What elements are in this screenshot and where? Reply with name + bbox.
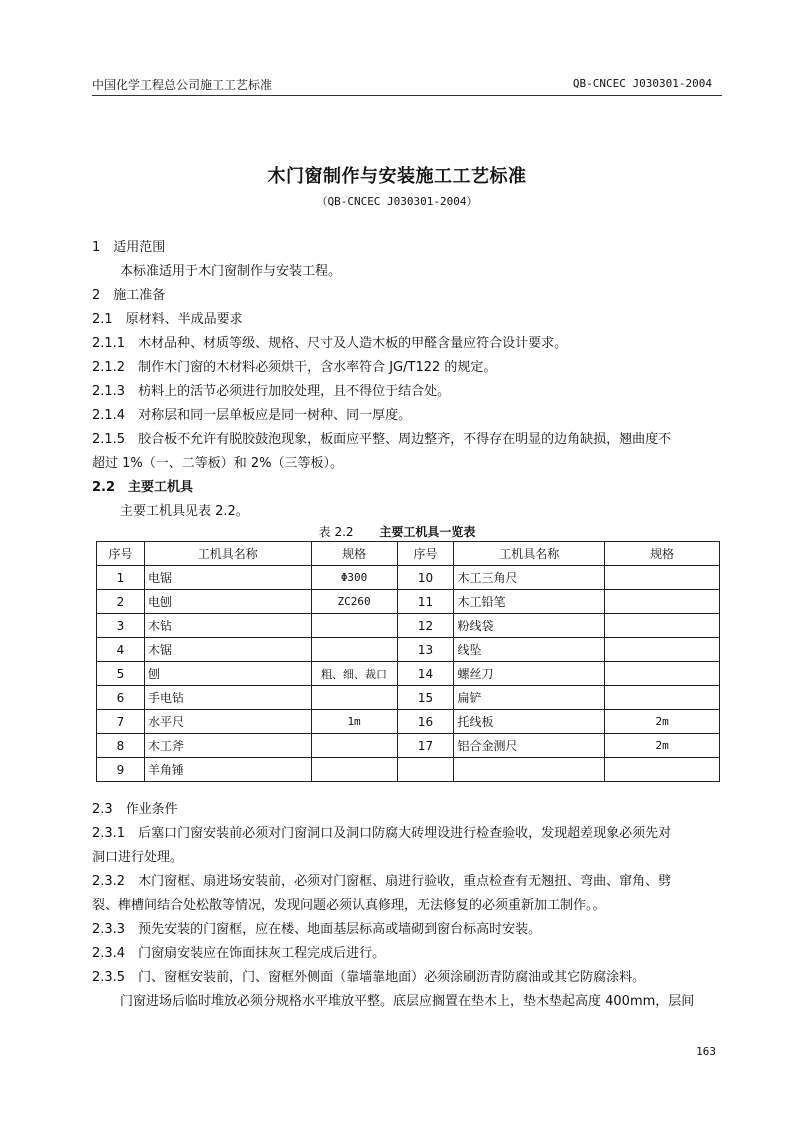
clause-2-3-2-line1: 2.3.2 木门窗框、扇进场安装前，必须对门窗框、扇进行验收，重点检查有无翘扭、弯曲、窜角、劈: [92, 874, 672, 889]
table-row: [97, 662, 720, 686]
clause-2-1-5-line2: 超过 1%（一、二等板）和 2%（三等板）。: [92, 456, 344, 471]
row-no-2-cell: 12: [397, 614, 454, 638]
row-no-2-cell: 13: [397, 638, 454, 662]
row-no-cell: 6: [97, 686, 145, 710]
tool-name-cell: 羊角锤: [144, 758, 311, 782]
tool-spec-2-cell: [605, 686, 720, 710]
tool-spec-cell: [311, 638, 397, 662]
tool-spec-cell: 粗、细、裁口: [311, 662, 397, 686]
row-no-cell: 1: [97, 566, 145, 590]
table-row: [97, 638, 720, 662]
page-number: 163: [696, 1045, 716, 1058]
row-no-2-cell: 17: [397, 734, 454, 758]
clause-2-1-4: 2.1.4 对称层和同一层单板应是同一树种、同一厚度。: [92, 408, 412, 423]
tool-name-2-cell: 铝合金测尺: [454, 734, 605, 758]
document-subtitle: （QB-CNCEC J030301-2004）: [316, 195, 478, 208]
clause-2-1-1: 2.1.1 木材品种、材质等级、规格、尺寸及人造木板的甲醛含量应符合设计要求。: [92, 336, 568, 351]
clause-2-3-1-line1: 2.3.1 后塞口门窗安装前必须对门窗洞口及洞口防腐大砖埋设进行检查验收，发现超差现象必须先对: [92, 826, 672, 841]
tool-name-2-cell: 粉线袋: [454, 614, 605, 638]
tool-name-2-cell: 螺丝刀: [454, 662, 605, 686]
table-caption-number: 表 2.2: [318, 525, 354, 539]
table-row: [97, 758, 720, 782]
row-no-2-cell: 16: [397, 710, 454, 734]
clause-2-1-2: 2.1.2 制作木门窗的木材料必须烘干，含水率符合 JG/T122 的规定。: [92, 360, 497, 375]
section-1-text: 本标准适用于木门窗制作与安装工程。: [120, 264, 342, 279]
tool-spec-2-cell: [605, 614, 720, 638]
table-row: [97, 710, 720, 734]
tool-spec-cell: 1m: [311, 710, 397, 734]
row-no-cell: 2: [97, 590, 145, 614]
tool-name-cell: 木锯: [144, 638, 311, 662]
clause-2-1-3: 2.1.3 枋料上的活节必须进行加胶处理，且不得位于结合处。: [92, 384, 451, 399]
tool-spec-cell: [311, 734, 397, 758]
tool-spec-cell: Φ300: [311, 566, 397, 590]
table-row: [97, 590, 720, 614]
document-title: 木门窗制作与安装施工工艺标准: [267, 166, 527, 187]
tool-name-2-cell: 托线板: [454, 710, 605, 734]
col-header-no: 序号: [97, 542, 145, 566]
tool-name-2-cell: [454, 758, 605, 782]
col-header-no-2: 序号: [397, 542, 454, 566]
tool-spec-2-cell: [605, 662, 720, 686]
table-row: [97, 686, 720, 710]
clause-2-1-5-line1: 2.1.5 胶合板不允许有脱胶鼓泡现象，板面应平整、周边整齐，不得存在明显的边角缺损，翘曲度不: [92, 432, 672, 447]
row-no-cell: 9: [97, 758, 145, 782]
body-upper: [92, 236, 722, 524]
table-row: [97, 734, 720, 758]
row-no-cell: 4: [97, 638, 145, 662]
tool-spec-2-cell: [605, 590, 720, 614]
tool-name-2-cell: 木工三角尺: [454, 566, 605, 590]
row-no-cell: 8: [97, 734, 145, 758]
tool-name-cell: 木钻: [144, 614, 311, 638]
tool-spec-2-cell: 2m: [605, 710, 720, 734]
table-row: [97, 614, 720, 638]
clause-2-3-4: 2.3.4 门窗扇安装应在饰面抹灰工程完成后进行。: [92, 946, 386, 961]
tool-name-cell: 手电钻: [144, 686, 311, 710]
col-header-spec: 规格: [311, 542, 397, 566]
section-1-heading: 1 适用范围: [92, 240, 166, 255]
tool-name-2-cell: 木工铅笔: [454, 590, 605, 614]
col-header-tool-name: 工机具名称: [144, 542, 311, 566]
body-lower: [92, 798, 722, 1014]
tool-name-cell: 水平尺: [144, 710, 311, 734]
tool-name-cell: 电刨: [144, 590, 311, 614]
table-header-row: [97, 542, 720, 566]
section-2-1-heading: 2.1 原材料、半成品要求: [92, 312, 243, 327]
tool-name-cell: 木工斧: [144, 734, 311, 758]
table-row: [97, 566, 720, 590]
clause-2-3-2-line2: 裂、榫槽间结合处松散等情况，发现问题必须认真修理，无法修复的必须重新加工制作。。: [92, 898, 606, 913]
tool-spec-2-cell: [605, 638, 720, 662]
clause-2-3-3: 2.3.3 预先安装的门窗框，应在楼、地面基层标高或墙砌到窗台标高时安装。: [92, 922, 542, 937]
tool-spec-2-cell: [605, 758, 720, 782]
tool-spec-2-cell: 2m: [605, 734, 720, 758]
row-no-2-cell: 11: [397, 590, 454, 614]
row-no-cell: 7: [97, 710, 145, 734]
tool-spec-cell: [311, 686, 397, 710]
col-header-spec-2: 规格: [605, 542, 720, 566]
clause-2-3-5: 2.3.5 门、窗框安装前，门、窗框外侧面（靠墙靠地面）必须涂刷沥青防腐油或其它防腐涂料。: [92, 970, 646, 985]
tool-spec-cell: [311, 614, 397, 638]
tool-name-cell: 刨: [144, 662, 311, 686]
section-2-2-text: 主要工机具见表 2.2。: [120, 504, 249, 519]
tool-spec-cell: [311, 758, 397, 782]
table-caption-title: 主要工机具一览表: [379, 525, 476, 539]
section-2-3-heading: 2.3 作业条件: [92, 802, 178, 817]
clause-2-3-1-line2: 洞口进行处理。: [92, 850, 184, 865]
row-no-2-cell: 14: [397, 662, 454, 686]
row-no-2-cell: 10: [397, 566, 454, 590]
page-header-left: 中国化学工程总公司施工工艺标准: [92, 78, 273, 92]
row-no-cell: 5: [97, 662, 145, 686]
clause-2-3-5-continuation: 门窗进场后临时堆放必须分规格水平堆放平整。底层应搁置在垫木上，垫木垫起高度 400mm，层间: [120, 994, 695, 1009]
row-no-2-cell: 15: [397, 686, 454, 710]
header-divider: [92, 95, 722, 96]
table-caption: [0, 523, 794, 540]
tools-table: [96, 541, 720, 782]
tool-spec-cell: ZC260: [311, 590, 397, 614]
section-2-heading: 2 施工准备: [92, 288, 166, 303]
row-no-cell: 3: [97, 614, 145, 638]
col-header-tool-name-2: 工机具名称: [454, 542, 605, 566]
tool-spec-2-cell: [605, 566, 720, 590]
tool-name-2-cell: 扁铲: [454, 686, 605, 710]
tool-name-cell: 电锯: [144, 566, 311, 590]
section-2-2-heading: 2.2 主要工机具: [92, 480, 194, 495]
page-header-right: QB-CNCEC J030301-2004: [572, 77, 712, 90]
tool-name-2-cell: 线坠: [454, 638, 605, 662]
row-no-2-cell: [397, 758, 454, 782]
